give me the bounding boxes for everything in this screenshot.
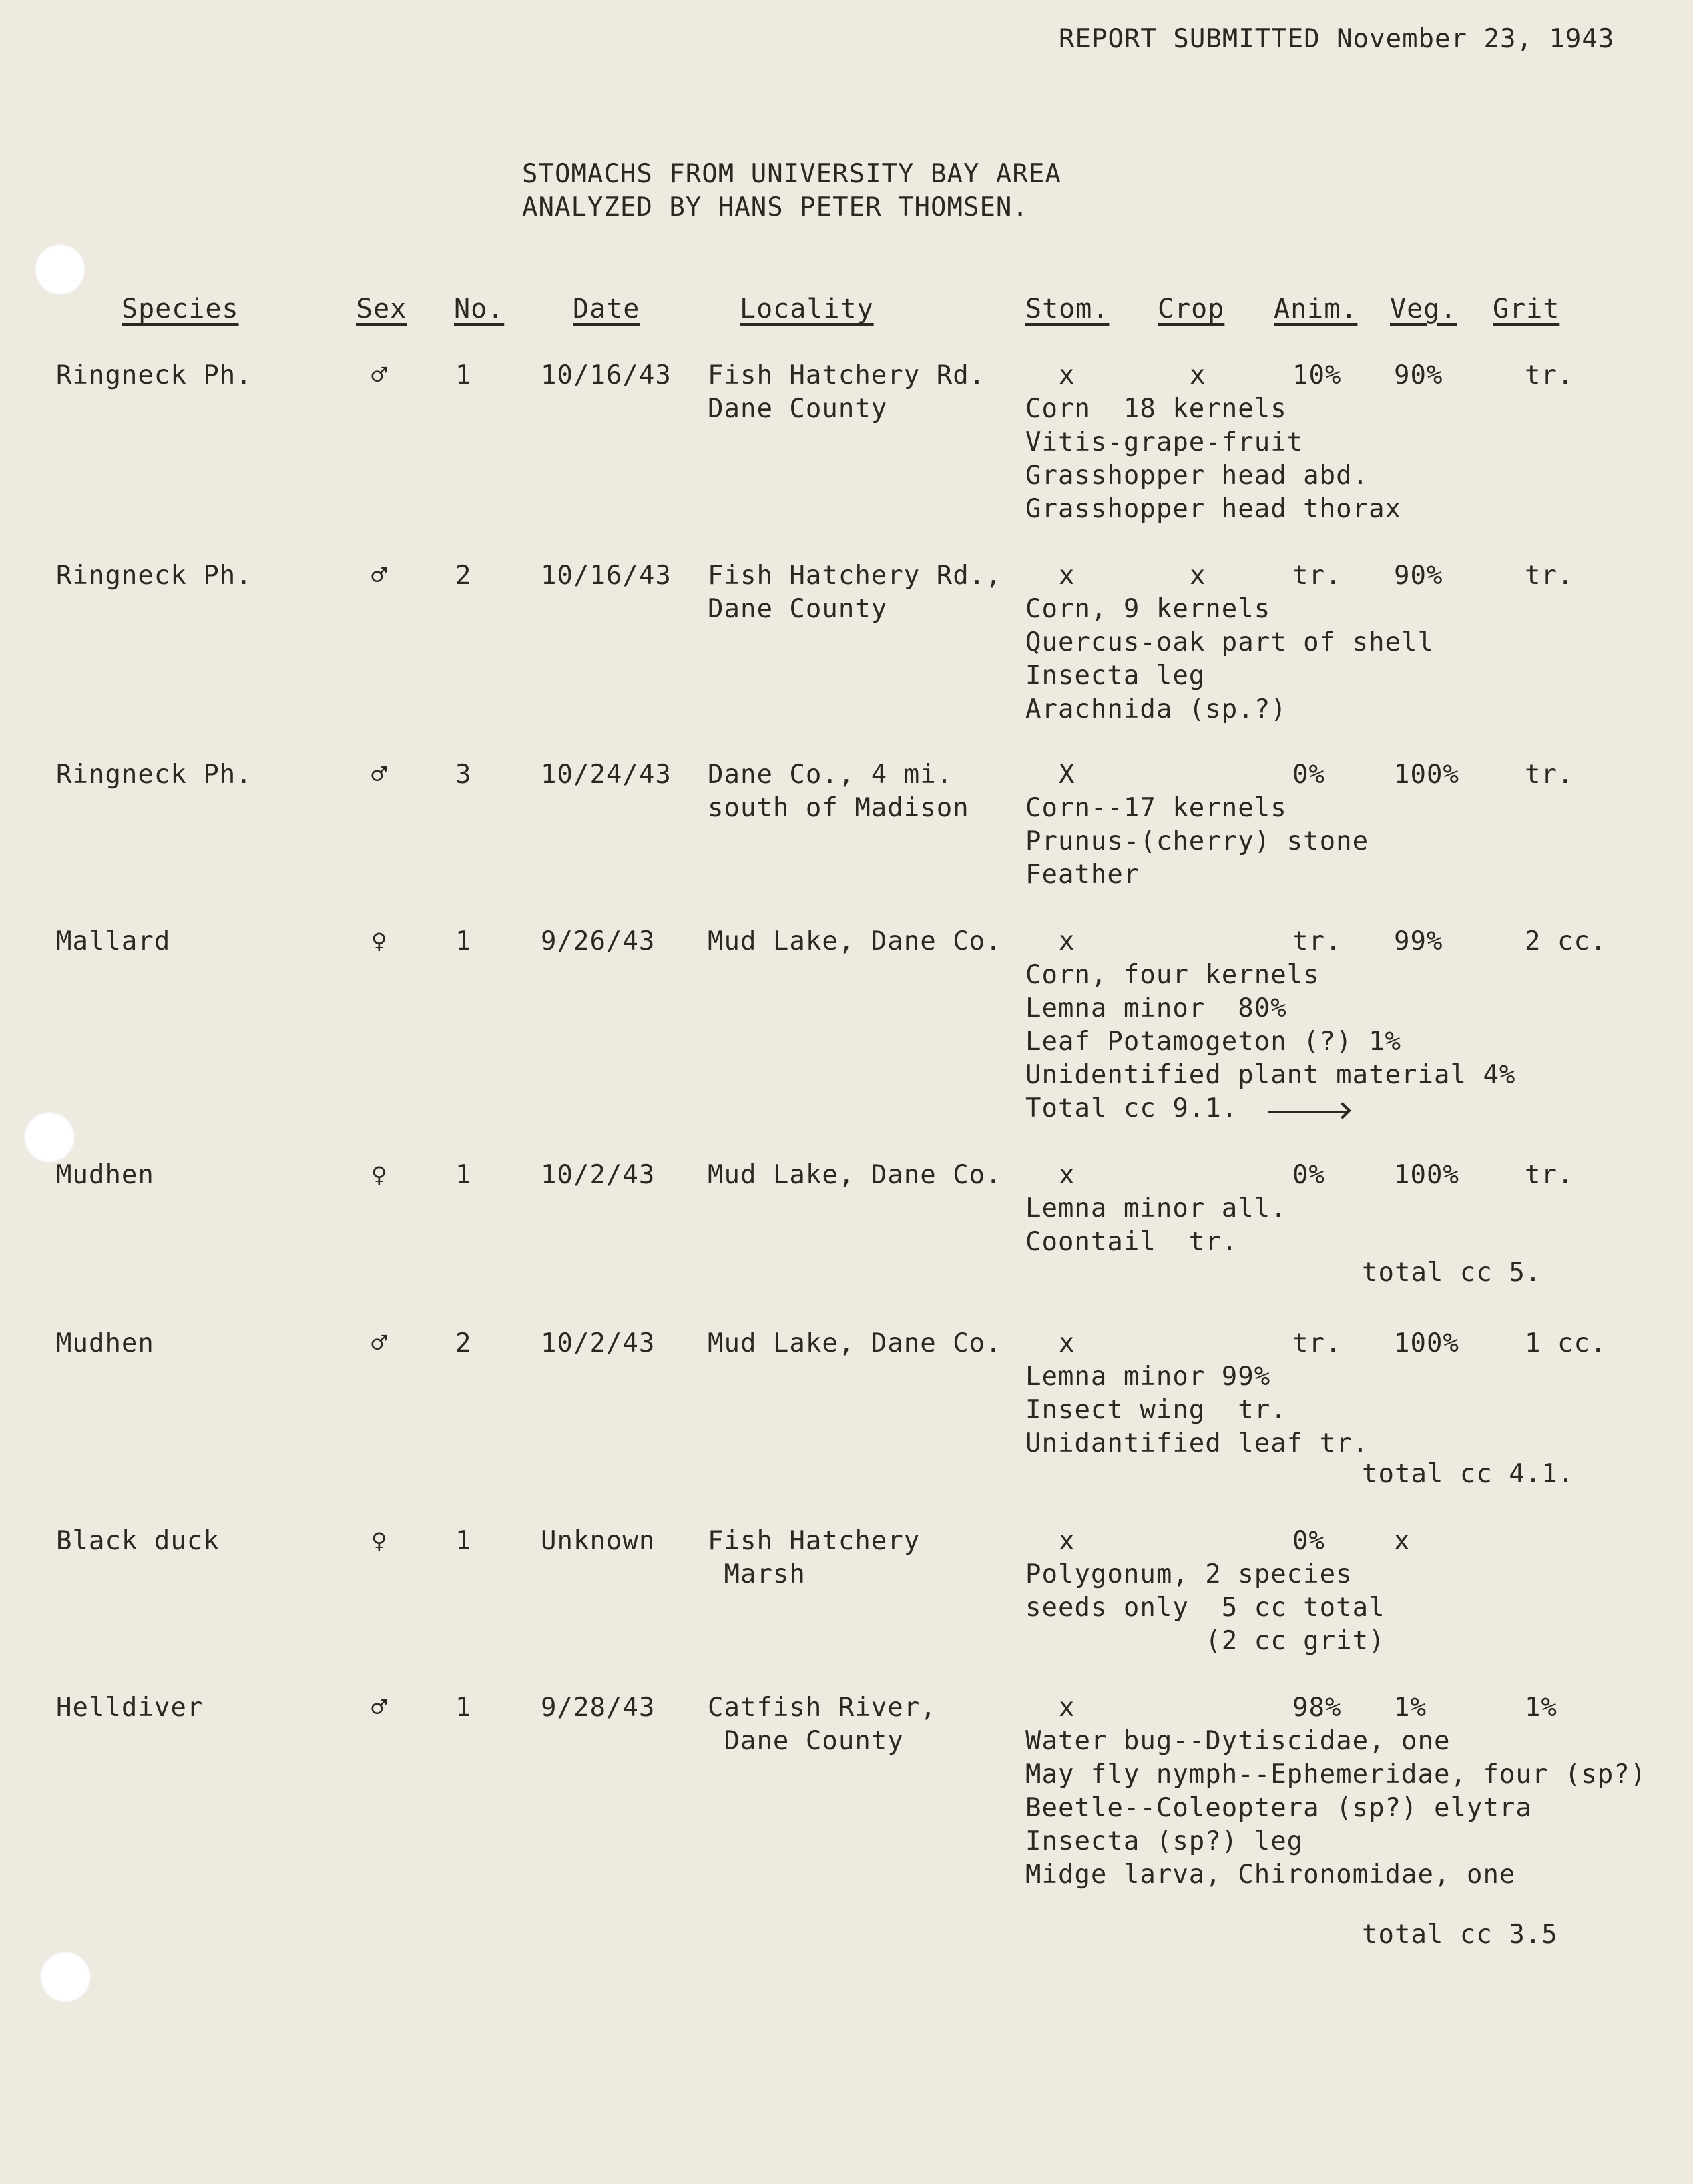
content-item: Grasshopper head abd. xyxy=(1025,461,1369,491)
content-item: (2 cc grit) xyxy=(1025,1626,1385,1656)
cell-grit: 1% xyxy=(1525,1693,1557,1723)
total-volume: total cc 4.1. xyxy=(1362,1459,1575,1489)
content-item: Quercus-oak part of shell xyxy=(1025,627,1434,657)
cell-date: 10/16/43 xyxy=(541,561,672,591)
cell-number: 2 xyxy=(455,1328,472,1358)
header-anim: Anim. xyxy=(1274,294,1358,324)
content-item: Corn, 9 kernels xyxy=(1025,594,1271,624)
cell-sex: ♀ xyxy=(371,1160,388,1190)
cell-vegetable-pct: 99% xyxy=(1394,926,1443,957)
report-title: STOMACHS FROM UNIVERSITY BAY AREA xyxy=(522,159,1061,189)
cell-locality: Catfish River, xyxy=(708,1693,937,1723)
header-date: Date xyxy=(573,294,640,324)
content-item: Corn, four kernels xyxy=(1025,960,1320,990)
cell-stomach: x xyxy=(1059,561,1075,591)
cell-stomach: x xyxy=(1059,360,1075,390)
cell-date: Unknown xyxy=(541,1526,656,1556)
cell-vegetable-pct: x xyxy=(1394,1526,1411,1556)
content-item: Arachnida (sp.?) xyxy=(1025,694,1287,724)
content-item: Lemna minor all. xyxy=(1025,1193,1287,1223)
cell-date: 10/2/43 xyxy=(541,1328,656,1358)
header-sex: Sex xyxy=(356,294,407,324)
cell-locality: Dane County xyxy=(708,594,888,624)
content-item: Insecta leg xyxy=(1025,661,1206,691)
cell-species: Mallard xyxy=(56,926,171,957)
content-item: Prunus-(cherry) stone xyxy=(1025,826,1369,856)
cell-grit: tr. xyxy=(1525,760,1574,790)
cell-number: 1 xyxy=(455,360,472,390)
header-species: Species xyxy=(122,294,239,324)
content-item: Corn--17 kernels xyxy=(1025,793,1287,823)
content-item: Lemna minor 80% xyxy=(1025,993,1287,1023)
report-submitted-date: REPORT SUBMITTED November 23, 1943 xyxy=(1059,24,1615,54)
cell-stomach: X xyxy=(1059,760,1075,790)
cell-locality: Fish Hatchery xyxy=(708,1526,921,1556)
cell-species: Black duck xyxy=(56,1526,220,1556)
content-item: Midge larva, Chironomidae, one xyxy=(1025,1860,1516,1890)
cell-sex: ♂ xyxy=(371,360,388,390)
content-item: Water bug--Dytiscidae, one xyxy=(1025,1726,1451,1756)
cell-animal-pct: tr. xyxy=(1292,1328,1342,1358)
cell-species: Ringneck Ph. xyxy=(56,360,252,390)
content-item: Lemna minor 99% xyxy=(1025,1362,1271,1392)
cell-stomach: x xyxy=(1059,1328,1075,1358)
cell-animal-pct: tr. xyxy=(1292,561,1342,591)
cell-number: 1 xyxy=(455,1693,472,1723)
cell-grit: tr. xyxy=(1525,1160,1574,1190)
cell-stomach: x xyxy=(1059,926,1075,957)
cell-grit: 2 cc. xyxy=(1525,926,1607,957)
cell-date: 9/28/43 xyxy=(541,1693,656,1723)
total-volume: total cc 5. xyxy=(1362,1258,1542,1288)
content-item: Insect wing tr. xyxy=(1025,1395,1287,1425)
cell-sex: ♂ xyxy=(371,1328,388,1358)
content-item: Insecta (sp?) leg xyxy=(1025,1826,1304,1856)
cell-date: 10/16/43 xyxy=(541,360,672,390)
cell-sex: ♂ xyxy=(371,760,388,790)
punch-hole xyxy=(40,1952,91,2002)
header-veg: Veg. xyxy=(1390,294,1457,324)
cell-species: Mudhen xyxy=(56,1328,154,1358)
cell-sex: ♀ xyxy=(371,1526,388,1556)
header-crop: Crop xyxy=(1158,294,1225,324)
report-subtitle: ANALYZED BY HANS PETER THOMSEN. xyxy=(522,192,1029,222)
content-item: Corn 18 kernels xyxy=(1025,394,1287,424)
cell-animal-pct: 10% xyxy=(1292,360,1342,390)
content-item: May fly nymph--Ephemeridae, four (sp?) xyxy=(1025,1759,1647,1790)
cell-animal-pct: 0% xyxy=(1292,1526,1325,1556)
cell-species: Ringneck Ph. xyxy=(56,760,252,790)
cell-date: 10/2/43 xyxy=(541,1160,656,1190)
cell-stomach: x xyxy=(1059,1526,1075,1556)
content-item: Grasshopper head thorax xyxy=(1025,494,1402,524)
header-no: No. xyxy=(454,294,505,324)
punch-hole xyxy=(35,244,85,295)
cell-locality: Mud Lake, Dane Co. xyxy=(708,1160,1002,1190)
cell-number: 1 xyxy=(455,1160,472,1190)
content-item: Unidentified plant material 4% xyxy=(1025,1060,1516,1090)
cell-animal-pct: 0% xyxy=(1292,760,1325,790)
cell-vegetable-pct: 100% xyxy=(1394,1328,1459,1358)
content-item: Beetle--Coleoptera (sp?) elytra xyxy=(1025,1793,1532,1823)
cell-number: 2 xyxy=(455,561,472,591)
cell-grit: tr. xyxy=(1525,360,1574,390)
cell-vegetable-pct: 100% xyxy=(1394,760,1459,790)
cell-locality: Mud Lake, Dane Co. xyxy=(708,926,1002,957)
cell-sex: ♂ xyxy=(371,1693,388,1723)
cell-date: 9/26/43 xyxy=(541,926,656,957)
cell-number: 1 xyxy=(455,926,472,957)
cell-species: Helldiver xyxy=(56,1693,204,1723)
cell-vegetable-pct: 90% xyxy=(1394,561,1443,591)
cell-animal-pct: tr. xyxy=(1292,926,1342,957)
cell-animal-pct: 98% xyxy=(1292,1693,1342,1723)
cell-sex: ♀ xyxy=(371,926,388,957)
cell-vegetable-pct: 100% xyxy=(1394,1160,1459,1190)
cell-grit: 1 cc. xyxy=(1525,1328,1607,1358)
cell-date: 10/24/43 xyxy=(541,760,672,790)
cell-crop: x xyxy=(1190,561,1206,591)
cell-crop: x xyxy=(1190,360,1206,390)
content-item: Total cc 9.1. xyxy=(1025,1093,1238,1123)
cell-species: Ringneck Ph. xyxy=(56,561,252,591)
cell-locality: Dane Co., 4 mi. xyxy=(708,760,953,790)
content-item: Feather xyxy=(1025,860,1140,890)
cell-locality: south of Madison xyxy=(708,793,969,823)
cell-sex: ♂ xyxy=(371,561,388,591)
content-item: Unidantified leaf tr. xyxy=(1025,1428,1369,1458)
total-volume: total cc 3.5 xyxy=(1362,1920,1558,1950)
content-item: Vitis-grape-fruit xyxy=(1025,427,1304,457)
cell-vegetable-pct: 1% xyxy=(1394,1693,1427,1723)
cell-locality: Mud Lake, Dane Co. xyxy=(708,1328,1002,1358)
arrow-right-icon xyxy=(1268,1111,1347,1113)
header-locality: Locality xyxy=(740,294,874,324)
cell-species: Mudhen xyxy=(56,1160,154,1190)
header-stom: Stom. xyxy=(1025,294,1110,324)
cell-stomach: x xyxy=(1059,1693,1075,1723)
cell-locality: Dane County xyxy=(708,1726,904,1756)
punch-hole xyxy=(24,1112,75,1163)
cell-locality: Fish Hatchery Rd., xyxy=(708,561,1002,591)
cell-number: 3 xyxy=(455,760,472,790)
cell-number: 1 xyxy=(455,1526,472,1556)
content-item: Polygonum, 2 species xyxy=(1025,1559,1353,1589)
content-item: Leaf Potamogeton (?) 1% xyxy=(1025,1027,1402,1057)
header-grit: Grit xyxy=(1493,294,1560,324)
cell-locality: Marsh xyxy=(708,1559,806,1589)
content-item: seeds only 5 cc total xyxy=(1025,1593,1385,1623)
cell-locality: Dane County xyxy=(708,394,888,424)
cell-stomach: x xyxy=(1059,1160,1075,1190)
cell-locality: Fish Hatchery Rd. xyxy=(708,360,986,390)
cell-animal-pct: 0% xyxy=(1292,1160,1325,1190)
cell-grit: tr. xyxy=(1525,561,1574,591)
cell-vegetable-pct: 90% xyxy=(1394,360,1443,390)
content-item: Coontail tr. xyxy=(1025,1227,1238,1257)
